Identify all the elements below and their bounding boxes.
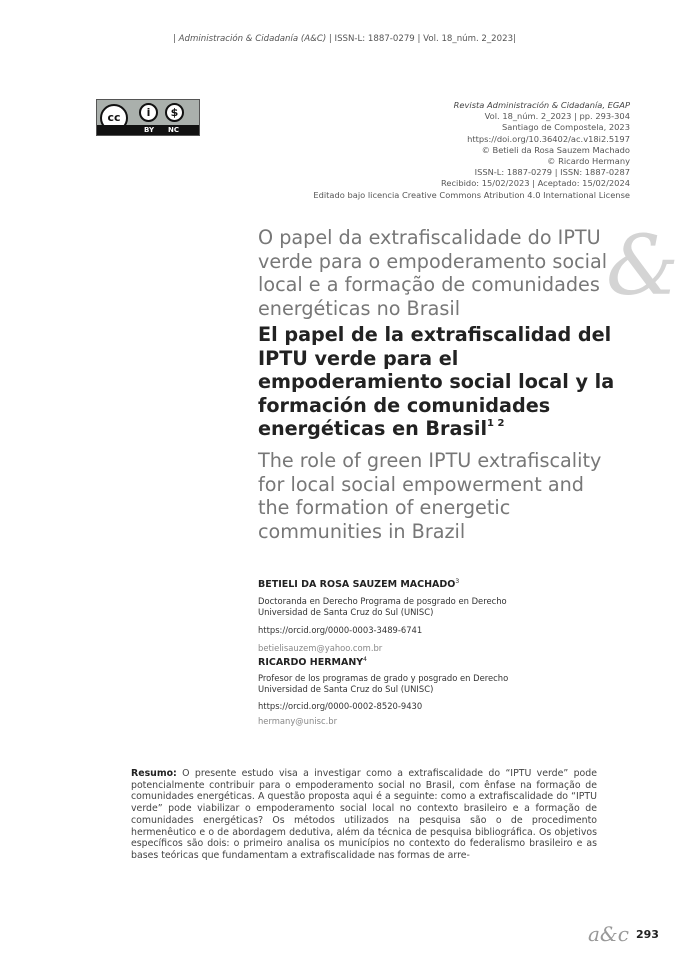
author-institution: Universidad de Santa Cruz do Sul (UNISC) [258, 684, 434, 694]
meta-license: Editado bajo licencia Creative Commons Atribution 4.0 International License [313, 189, 630, 200]
running-header-volume: Vol. 18_núm. 2_2023 [423, 34, 514, 44]
author-orcid-link[interactable]: https://orcid.org/0000-0003-3489-6741 [258, 625, 423, 635]
meta-volume: Vol. 18_núm. 2_2023 | pp. 293-304 [484, 111, 630, 122]
title-spanish-text: El papel de la extrafiscalidad del IPTU verde para el empoderamiento social local y la formación de comunidades energéticas en Brasil [258, 323, 615, 440]
running-header-journal: Administración & Cidadanía (A&C) [178, 34, 327, 44]
ampersand-logo-icon: & [606, 219, 679, 314]
page-number: 293 [636, 928, 659, 941]
title-portuguese: O papel da extrafiscalidade do IPTU verde para o empoderamento social local e a formação de comunidades energéticas no Brasil [258, 226, 608, 320]
cc-icon: cc [100, 104, 128, 132]
badge-nc-label: NC [168, 126, 179, 134]
author-name: RICARDO HERMANY$^4$ [258, 656, 367, 669]
author-position: Profesor de los programas de grado y posgrado en Derecho [258, 673, 509, 683]
running-header-issn: ISSN-L: 1887-0279 [334, 34, 415, 44]
abstract-text: O presente estudo visa a investigar como a extrafiscalidade do “IPTU verde” pode potencialmente contribuir para o empoderamento social no Brasil, com ênfase na formação de comunidades energéticas. A questão proposta aqui é a seguinte: como a extrafiscalidade do “IPTU verde” pode viabilizar o empoderamento social local no contexto brasileiro e a formação de comunidades energéticas? Os métodos utilizados na pesquisa são o de procedimento hermenêutico e o de abordagem dedutiva, além da técnica de pesquisa bibliográfica. Os objetivos específicos são dois: o primeiro analisa os municípios no contexto do federalismo brasileiro e as bases teóricas que fundamentam a extrafiscalidade nas formas de arre- [131, 768, 597, 861]
title-spanish [258, 323, 618, 441]
author-email-link[interactable]: hermany@unisc.br [258, 716, 338, 726]
journal-logo-icon: a&c [588, 922, 629, 946]
title-footnote-refs[interactable]: 1 2 [487, 418, 505, 429]
article-metadata [313, 100, 630, 201]
no-dollar-icon: $ [165, 103, 184, 122]
meta-issn: ISSN-L: 1887-0279 | ISSN: 1887-0287 [474, 167, 630, 178]
title-english: The role of green IPTU extrafiscality for local social empowerment and the formation of energetic communities in Brazil [258, 449, 602, 543]
author-footnote-ref[interactable]: 3 [455, 578, 460, 585]
author-name: BETIELI DA ROSA SAUZEM MACHADO$^3$ [258, 578, 460, 591]
author-orcid-link[interactable]: https://orcid.org/0000-0002-8520-9430 [258, 701, 423, 711]
cc-license-badge[interactable] [96, 99, 200, 136]
person-icon: i [139, 103, 158, 122]
author-email-link[interactable]: betielisauzem@yahoo.com.br [258, 643, 383, 653]
abstract [131, 768, 597, 862]
meta-copyright-2: © Ricardo Hermany [547, 156, 630, 167]
meta-dates: Recibido: 15/02/2023 | Aceptado: 15/02/2024 [441, 178, 630, 189]
badge-by-label: BY [144, 126, 155, 134]
meta-doi[interactable]: https://doi.org/10.36402/ac.v18i2.5197 [467, 133, 630, 144]
meta-copyright-1: © Betieli da Rosa Sauzem Machado [481, 144, 630, 155]
author-institution: Universidad de Santa Cruz do Sul (UNISC) [258, 607, 434, 617]
author-position: Doctoranda en Derecho Programa de posgrado en Derecho [258, 596, 507, 606]
author-footnote-ref[interactable]: 4 [363, 656, 367, 663]
meta-journal: Revista Administración & Cidadanía, EGAP [453, 100, 630, 110]
meta-place: Santiago de Compostela, 2023 [502, 122, 630, 133]
running-header: | Administración & Cidadanía (A&C) | ISSN-L: 1887-0279 | Vol. 18_núm. 2_2023| [173, 34, 516, 44]
abstract-heading: Resumo: [131, 768, 177, 779]
